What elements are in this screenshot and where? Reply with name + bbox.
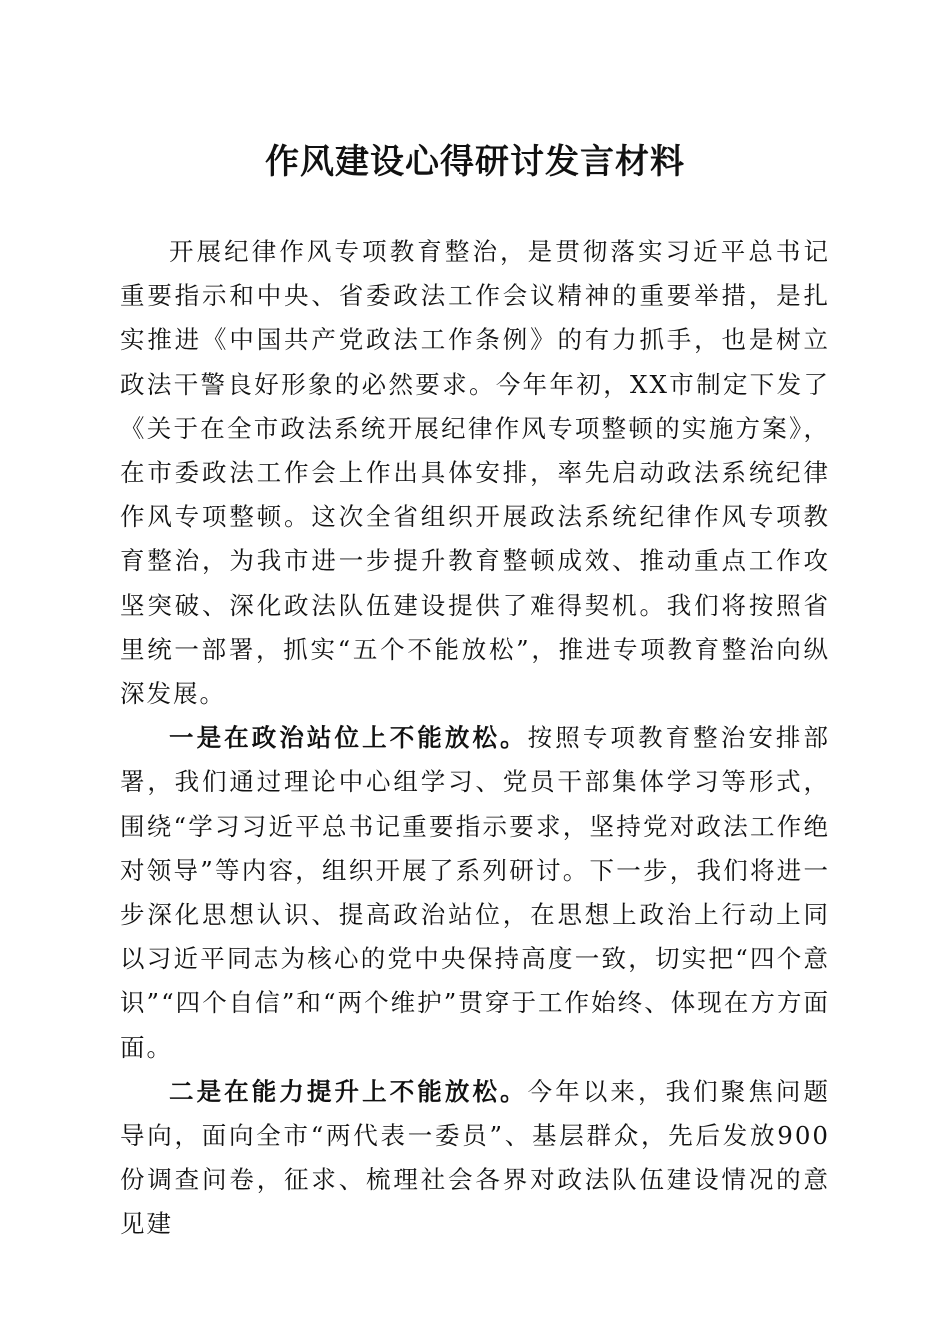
document-body — [120, 230, 830, 1247]
paragraph-text: 开展纪律作风专项教育整治，是贯彻落实习近平总书记重要指示和中央、省委政法工作会议精神的重要举措，是扎实推进《中国共产党政法工作条例》的有力抓手，也是树立政法干警良好形象的必然要求。今年年初，XX市制定下发了《关于在全市政法系统开展纪律作风专项整顿的实施方案》，在市委政法工作会上作出具体安排，率先启动政法系统纪律作风专项整顿。这次全省组织开展政法系统纪律作风专项教育整治，为我市进一步提升教育整顿成效、推动重点工作攻坚突破、深化政法队伍建设提供了难得契机。我们将按照省里统一部署，抓实“五个不能放松”，推进专项教育整治向纵深发展。 — [120, 237, 830, 709]
paragraph-lead: 一是在政治站位上不能放松。 — [169, 723, 528, 753]
paragraph-point-one — [120, 716, 830, 1070]
paragraph-text: 今年以来，我们聚焦问题导向，面向全市“两代表一委员”、基层群众，先后发放900份调查问卷，征求、梳理社会各界对政法队伍建设情况的意见建 — [120, 1076, 831, 1239]
paragraph-text: 按照专项教育整治安排部署，我们通过理论中心组学习、党员干部集体学习等形式，围绕“学习习近平总书记重要指示要求，坚持党对政法工作绝对领导”等内容，组织开展了系列研讨。下一步，我们将进一步深化思想认识、提高政治站位，在思想上政治上行动上同以习近平同志为核心的党中央保持高度一致，切实把“四个意识”“四个自信”和“两个维护”贯穿于工作始终、体现在方方面面。 — [120, 723, 831, 1062]
paragraph-point-two — [120, 1070, 830, 1247]
paragraph-intro — [120, 230, 830, 716]
document-title: 作风建设心得研讨发言材料 — [265, 142, 685, 182]
paragraph-lead: 二是在能力提升上不能放松。 — [169, 1076, 528, 1106]
